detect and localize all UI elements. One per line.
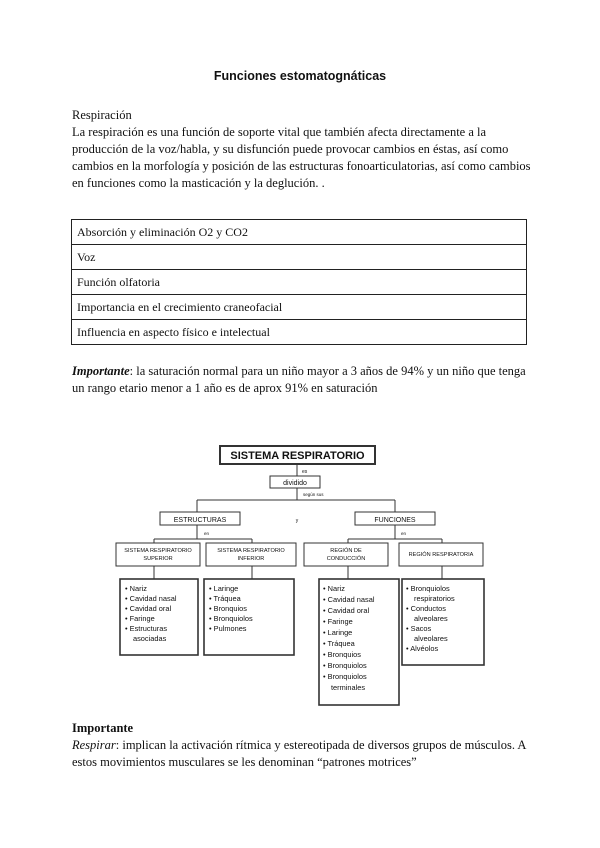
list-item: • Bronquiolos bbox=[323, 661, 367, 670]
list-item: • Cavidad oral bbox=[323, 606, 370, 615]
list-item: • Bronquiolos bbox=[209, 614, 253, 623]
table-cell: Función olfatoria bbox=[72, 270, 527, 295]
table-row bbox=[72, 270, 527, 295]
table-cell: Influencia en aspecto físico e intelectual bbox=[72, 320, 527, 345]
list-item: • Laringe bbox=[209, 584, 239, 593]
inferior-title-1: SISTEMA RESPIRATORIO bbox=[217, 548, 285, 554]
table-cell: Absorción y eliminación O2 y CO2 bbox=[72, 220, 527, 245]
table-cell: Voz bbox=[72, 245, 527, 270]
respirar-text: : implican la activación rítmica y estereotipada de diversos grupos de músculos. A estos movimientos musculares se les denominan “patrones motrices” bbox=[72, 738, 526, 769]
respiratoria-title: REGIÓN RESPIRATORIA bbox=[408, 552, 474, 558]
page-title: Funciones estomatognáticas bbox=[213, 69, 387, 83]
label-en-1: en bbox=[204, 531, 210, 536]
saturation-note bbox=[72, 363, 532, 397]
list-item: • Alvéolos bbox=[406, 644, 439, 653]
superior-list bbox=[125, 584, 177, 643]
list-item: • Conductos bbox=[406, 604, 446, 613]
list-item: • Faringe bbox=[125, 614, 155, 623]
table-cell: Importancia en el crecimiento craneofacial bbox=[72, 295, 527, 320]
note-label: Importante bbox=[72, 364, 130, 378]
functions-table bbox=[71, 219, 527, 345]
respirar-paragraph bbox=[72, 737, 532, 771]
superior-title-2: SUPERIOR bbox=[143, 556, 173, 562]
list-item: • Tráquea bbox=[209, 594, 241, 603]
diagram-headers bbox=[124, 547, 473, 562]
list-item: • Faringe bbox=[323, 617, 353, 626]
list-item: • Nariz bbox=[125, 584, 147, 593]
list-item: • Laringe bbox=[323, 628, 353, 637]
list-item: • Tráquea bbox=[323, 639, 355, 648]
label-funciones: FUNCIONES bbox=[374, 517, 416, 524]
list-item: • Bronquiolos bbox=[323, 672, 367, 681]
list-item: • Cavidad nasal bbox=[125, 594, 177, 603]
list-item: alveolares bbox=[414, 634, 448, 643]
conduccion-list bbox=[323, 584, 375, 692]
list-item: terminales bbox=[331, 683, 366, 692]
list-item: • Pulmones bbox=[209, 624, 247, 633]
table-row bbox=[72, 295, 527, 320]
label-dividido: dividido bbox=[283, 480, 307, 487]
table-row bbox=[72, 220, 527, 245]
respiratoria-list bbox=[406, 584, 455, 653]
list-item: • Sacos bbox=[406, 624, 432, 633]
list-item: • Cavidad oral bbox=[125, 604, 172, 613]
respiratory-system-diagram bbox=[112, 444, 492, 709]
importante-heading: Importante bbox=[72, 721, 134, 735]
label-estructuras: ESTRUCTURAS bbox=[173, 517, 227, 524]
list-item: alveolares bbox=[414, 614, 448, 623]
diagram-title: SISTEMA RESPIRATORIO bbox=[230, 450, 365, 462]
table-row bbox=[72, 320, 527, 345]
list-item: • Bronquios bbox=[209, 604, 247, 613]
list-item: respiratorios bbox=[414, 594, 455, 603]
respirar-label: Respirar bbox=[72, 738, 116, 752]
list-item: asociadas bbox=[133, 634, 167, 643]
list-item: • Bronquios bbox=[323, 650, 361, 659]
table-row bbox=[72, 245, 527, 270]
inferior-title-2: INFERIOR bbox=[237, 556, 265, 562]
section-label: Respiración bbox=[72, 108, 132, 122]
superior-title-1: SISTEMA RESPIRATORIO bbox=[124, 548, 192, 554]
note-text: : la saturación normal para un niño mayor a 3 años de 94% y un niño que tenga un rango etario menor a 1 año es de aprox 91% en saturación bbox=[72, 364, 526, 395]
list-item: • Cavidad nasal bbox=[323, 595, 375, 604]
label-en-2: en bbox=[401, 531, 407, 536]
label-y: y bbox=[295, 518, 299, 524]
conduccion-title-2: CONDUCCIÓN bbox=[326, 556, 366, 562]
inferior-list bbox=[209, 584, 253, 633]
list-item: • Nariz bbox=[323, 584, 345, 593]
label-es: es bbox=[302, 469, 308, 475]
list-item: • Bronquiolos bbox=[406, 584, 450, 593]
list-item: • Estructuras bbox=[125, 624, 168, 633]
conduccion-title-1: REGIÓN DE bbox=[330, 548, 362, 554]
label-segun: según sus bbox=[303, 492, 324, 497]
intro-paragraph: La respiración es una función de soporte vital que también afecta directamente a la producción de la voz/habla, y su disfunción puede provocar cambios en éstas, así como cambios en la morfología y posición de las estructuras fonoarticulatorias, así como cambios en funciones como la masticación y la deglución. . bbox=[72, 125, 531, 190]
